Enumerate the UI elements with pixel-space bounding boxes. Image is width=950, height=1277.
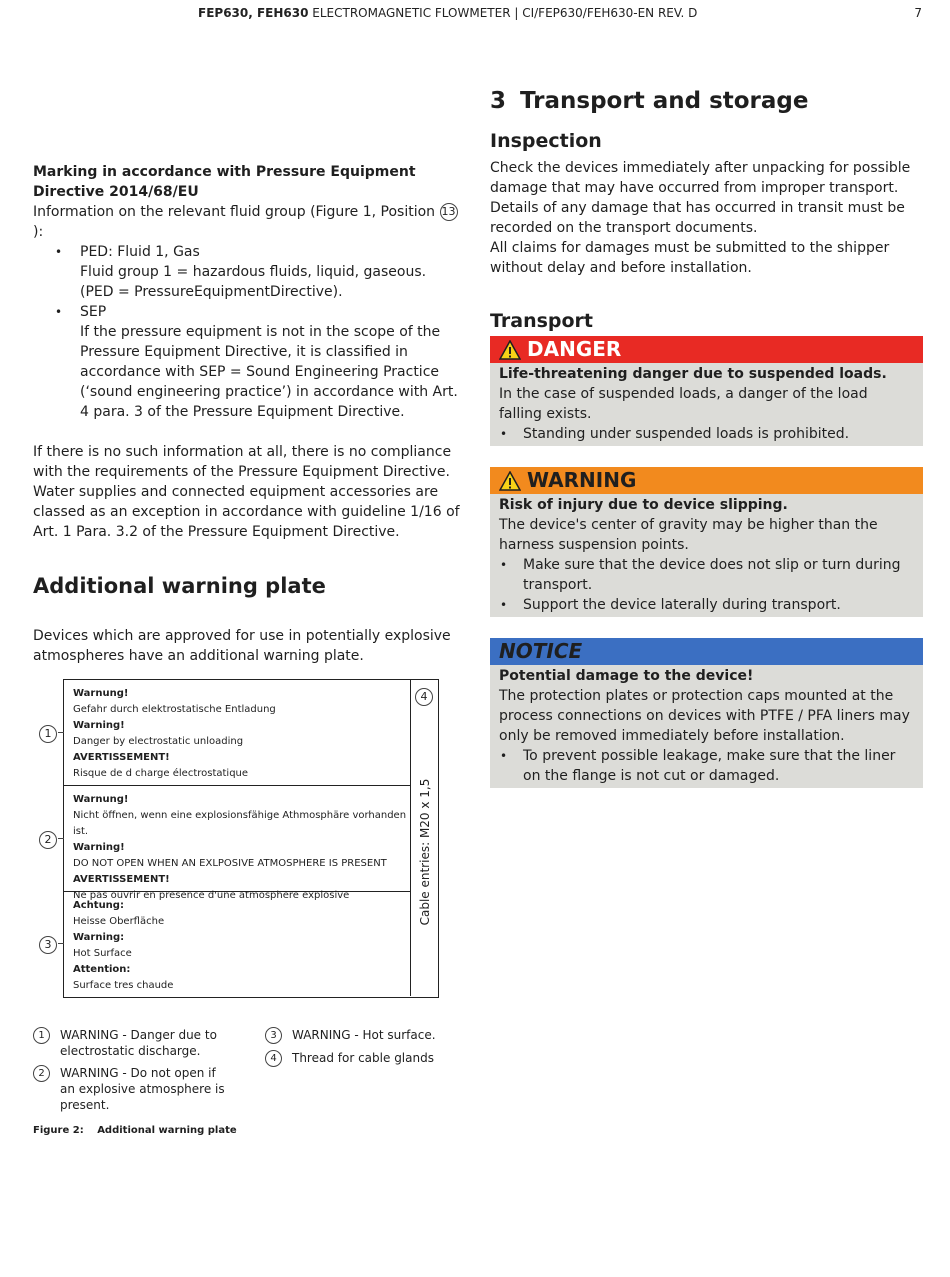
plate-cable-entry-column (412, 680, 438, 996)
plate-row2-line2: Nicht öffnen, wenn eine explosionsfähige Athmosphäre vorhanden ist. (73, 810, 407, 837)
plate-row3-line2: Heisse Oberfläche (73, 916, 165, 927)
warning-text: The device's center of gravity may be higher than the harness suspension points. (499, 517, 878, 553)
danger-label: DANGER (527, 337, 622, 361)
plate-row1-line1: Warnung! (73, 688, 129, 699)
plate-row2-line5: AVERTISSEMENT! (73, 874, 170, 885)
ped-heading: Marking in accordance with Pressure Equipment Directive 2014/68/EU (33, 164, 416, 200)
position-13-marker: 13 (440, 203, 458, 221)
header-title-rest: ELECTROMAGNETIC FLOWMETER | CI/FEP630/FEH630-EN REV. D (308, 6, 698, 20)
notice-label: NOTICE (499, 639, 583, 663)
ped-para2: If there is no such information at all, there is no compliance with the requirements of the Pressure Equipment Directive. (33, 444, 452, 480)
danger-bullet: • Standing under suspended loads is prohibited. (499, 424, 914, 444)
transport-heading: Transport (490, 310, 594, 332)
ped-para3: Water supplies and connected equipment accessories are classed as an exception in accordance with guideline 1/16 of Art. 1 Para. 3.2 of the Pressure Equipment Directive. (33, 484, 460, 540)
inspection-p1: Check the devices immediately after unpacking for possible damage that may have occurred from improper transport. (490, 160, 911, 196)
plate-row1-line2: Gefahr durch elektrostatische Entladung (73, 704, 276, 715)
legend-text: Thread for cable glands (292, 1051, 434, 1065)
plate-row1-line4: Danger by electrostatic unloading (73, 736, 244, 747)
danger-body (490, 363, 923, 446)
ped-item2-text: If the pressure equipment is not in the scope of the Pressure Equipment Directive, it is classified in accordance with SEP = Sound Engineering Practice (‘sound engineering practice’) in accordance with Art. 4 para. 3 of the Pressure Equipment Directive. (80, 324, 458, 420)
warning-triangle-icon (499, 471, 521, 491)
chapter-title: Transport and storage (520, 88, 809, 114)
warning-label: WARNING (527, 468, 637, 492)
chapter-number: 3 (490, 88, 507, 114)
warning-bullet: • Make sure that the device does not slip or turn during transport. (499, 555, 914, 595)
danger-box (490, 336, 923, 446)
callout-1-group (39, 723, 57, 743)
ped-list (33, 242, 463, 422)
figure-caption (33, 1125, 237, 1136)
legend-item (33, 1065, 233, 1113)
warning-plate-figure (63, 679, 439, 998)
plate-row2-line3: Warning! (73, 842, 125, 853)
ped-intro-b: ): (33, 224, 44, 240)
warning-bar (490, 467, 923, 494)
inspection-heading: Inspection (490, 130, 602, 152)
legend-num: 2 (33, 1065, 50, 1082)
ped-item-sep (33, 302, 463, 422)
callout-3-group (39, 934, 57, 954)
awp-text: Devices which are approved for use in potentially explosive atmospheres have an additional warning plate. (33, 628, 451, 664)
ped-intro-a: Information on the relevant fluid group (Figure 1, Position (33, 204, 440, 220)
plate-row-explosive (64, 786, 411, 901)
callout-2-line (58, 838, 64, 839)
figure-caption-text: Additional warning plate (97, 1125, 237, 1136)
callout-1-line (58, 732, 64, 733)
callout-3-line (58, 943, 64, 944)
ped-item2-title: • SEP (80, 304, 107, 320)
plate-row-electrostatic (64, 680, 411, 786)
legend-left (33, 1027, 233, 1119)
plate-row3-line5: Attention: (73, 964, 131, 975)
warning-title: Risk of injury due to device slipping. (499, 497, 788, 513)
inspection-p2: Details of any damage that has occurred in transit must be recorded on the transport documents. (490, 200, 905, 236)
page-number: 7 (914, 6, 922, 20)
ped-item1-text: Fluid group 1 = hazardous fluids, liquid, gaseous. (PED = PressureEquipmentDirective). (80, 264, 427, 300)
notice-box (490, 638, 923, 788)
plate-rows (64, 680, 411, 996)
warning-triangle-icon (499, 340, 521, 360)
legend-text: WARNING - Do not open if an explosive atmosphere is present. (60, 1066, 225, 1112)
danger-title: Life-threatening danger due to suspended loads. (499, 366, 887, 382)
legend-text: WARNING - Danger due to electrostatic discharge. (60, 1028, 217, 1058)
ped-intro (33, 202, 463, 242)
plate-row3-line6: Surface tres chaude (73, 980, 174, 991)
right-column (490, 86, 923, 788)
warning-bullet: • Support the device laterally during transport. (499, 595, 914, 615)
legend-num: 3 (265, 1027, 282, 1044)
callout-3: 3 (39, 936, 57, 954)
plate-row2-line4: DO NOT OPEN WHEN AN EXLPOSIVE ATMOSPHERE IS PRESENT (73, 858, 387, 869)
plate-row2-line6: Ne pas ouvrir en presence d'une atmosphere explosive (73, 890, 350, 901)
warning-body (490, 494, 923, 617)
notice-list (499, 746, 914, 786)
notice-bar (490, 638, 923, 665)
legend-item (33, 1027, 233, 1059)
plate-row3-line3: Warning: (73, 932, 125, 943)
cable-entries-label: Cable entries: M20 x 1,5 (418, 778, 432, 926)
notice-bullet: • To prevent possible leakage, make sure that the liner on the flange is not cut or damaged. (499, 746, 914, 786)
legend-text: WARNING - Hot surface. (292, 1028, 436, 1042)
header-title (198, 6, 697, 20)
legend-right (265, 1027, 455, 1073)
legend-item (265, 1050, 455, 1067)
plate-row3-line1: Achtung: (73, 900, 124, 911)
notice-title: Potential damage to the device! (499, 668, 754, 684)
plate-row2-line1: Warnung! (73, 794, 129, 805)
warning-list (499, 555, 914, 615)
legend-num: 1 (33, 1027, 50, 1044)
warning-box (490, 467, 923, 617)
ped-item-fluid (33, 242, 463, 302)
chapter-heading (490, 86, 923, 116)
ped-item1-title: • PED: Fluid 1, Gas (80, 244, 200, 260)
notice-text: The protection plates or protection caps mounted at the process connections on devices with PTFE / PFA liners may only be removed immediately before installation. (499, 688, 910, 744)
danger-bar (490, 336, 923, 363)
header-title-bold: FEP630, FEH630 (198, 6, 309, 20)
plate-row-hot-surface (64, 892, 411, 996)
plate-row1-line6: Risque de d charge électrostatique (73, 768, 249, 779)
callout-2-group (39, 829, 57, 849)
plate-row3-line4: Hot Surface (73, 948, 132, 959)
inspection-p3: All claims for damages must be submitted to the shipper without delay and before installation. (490, 240, 890, 276)
callout-4: 4 (415, 688, 433, 706)
page-header (0, 6, 950, 22)
legend-num: 4 (265, 1050, 282, 1067)
awp-heading: Additional warning plate (33, 574, 326, 598)
plate-row1-line3: Warning! (73, 720, 125, 731)
left-column (33, 162, 463, 666)
plate-row1-line5: AVERTISSEMENT! (73, 752, 170, 763)
danger-list (499, 424, 914, 444)
figure-caption-label: Figure 2: (33, 1125, 84, 1136)
callout-1: 1 (39, 725, 57, 743)
danger-text: In the case of suspended loads, a danger of the load falling exists. (499, 386, 868, 422)
notice-body (490, 665, 923, 788)
callout-2: 2 (39, 831, 57, 849)
legend-item (265, 1027, 455, 1044)
